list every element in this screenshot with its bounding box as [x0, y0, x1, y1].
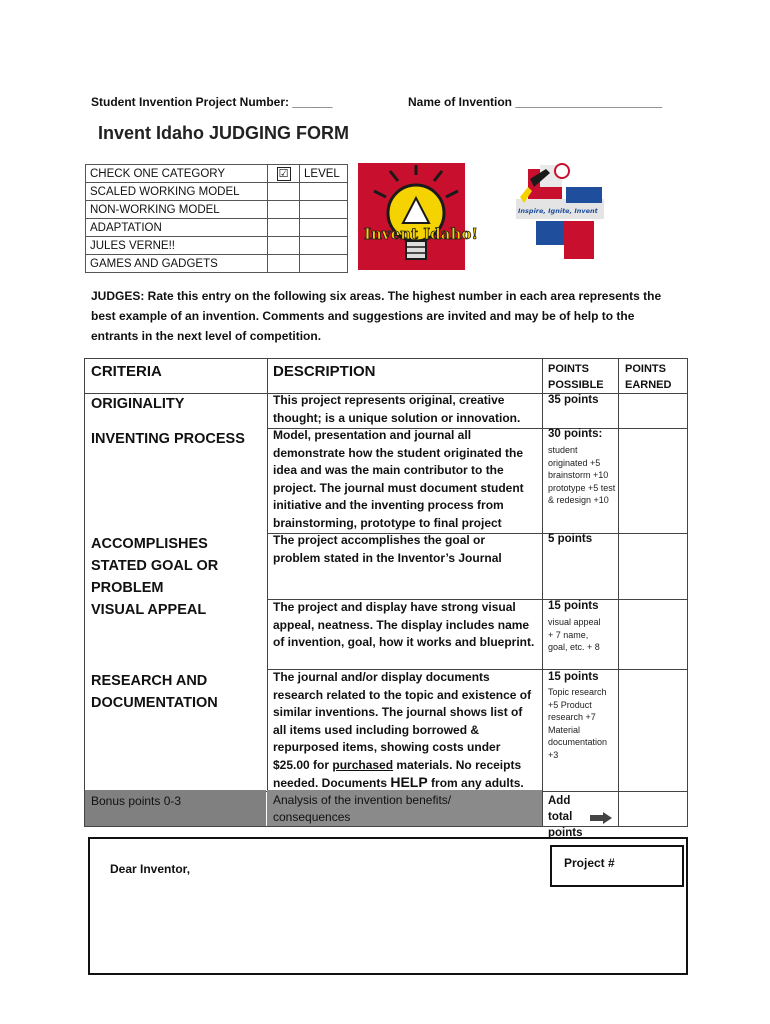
description-accomplishes: The project accomplishes the goal or problem stated in the Inventor’s Journal [273, 533, 502, 565]
description-inventing-process: Model, presentation and journal all demonstrate how the student originated the idea and was the main contributor to the project. The journal must document student initiative and the inventing process from brainstorming, prototype to final project [273, 428, 524, 530]
invent-idaho-logo [358, 163, 478, 270]
points-bonus: Add total points [548, 795, 583, 839]
criteria-originality: ORIGINALITY [91, 396, 185, 412]
description-bonus: Analysis of the invention benefits/ consequences [273, 793, 452, 824]
points-inventing-process: 30 points: [548, 428, 603, 440]
points-visual-appeal: 15 points [548, 600, 599, 612]
arrow-right-icon [590, 811, 612, 829]
points-accomplishes: 5 points [548, 533, 593, 545]
detail-research: Topic research +5 Product research +7 Material documentation +3 [548, 687, 608, 760]
logo-graphic [506, 157, 614, 272]
project-number-label-box: Project # [564, 856, 615, 870]
criteria-accomplishes: ACCOMPLISHES STATED GOAL OR PROBLEM [91, 536, 219, 596]
description-research [273, 669, 535, 793]
purchased-underline: purchased [332, 757, 394, 772]
description-research-part1: The journal and/or display documents research related to the topic and existence of similar inventions. The journal shows list of all items used including borrowed & repurposed items, showing costs under $25.00 for [273, 670, 532, 772]
logo-tagline: Inspire, Ignite, Invent [518, 207, 598, 215]
description-visual-appeal: The project and display have strong visual appeal, neatness. The display includes name of invention, goal, how it works and blueprint. [273, 600, 535, 649]
project-number-label: Student Invention Project Number: ______ [91, 95, 333, 109]
category-row: ADAPTATION [86, 219, 268, 237]
category-check-cell[interactable] [268, 201, 300, 219]
description-header: DESCRIPTION [273, 363, 376, 380]
points-research: 15 points [548, 671, 599, 683]
description-originality: This project represents original, creative thought; is a unique solution or innovation. [273, 393, 521, 425]
category-check-cell[interactable] [268, 237, 300, 255]
category-level-cell[interactable] [300, 201, 348, 219]
checkbox-header [268, 165, 300, 183]
category-header: CHECK ONE CATEGORY [86, 165, 268, 183]
logo-text: Invent Idaho! [364, 225, 478, 243]
detail-visual-appeal: visual appeal + 7 name, goal, etc. + 8 [548, 617, 601, 652]
category-check-cell[interactable] [268, 255, 300, 273]
category-check-cell[interactable] [268, 219, 300, 237]
criteria-header: CRITERIA [91, 363, 162, 380]
description-research-part3: from any adults. [427, 776, 524, 790]
detail-inventing-process: student originated +5 brainstorm +10 prototype +5 test & redesign +10 [548, 445, 616, 505]
invention-name-label: Name of Invention ______________________ [408, 95, 663, 109]
category-row: SCALED WORKING MODEL [86, 183, 268, 201]
points-possible-header: POINTS POSSIBLE [548, 363, 604, 391]
category-check-cell[interactable] [268, 183, 300, 201]
lightbulb-icon [358, 163, 478, 270]
category-level-cell[interactable] [300, 255, 348, 273]
category-row: GAMES AND GADGETS [86, 255, 268, 273]
criteria-research: RESEARCH AND DOCUMENTATION [91, 673, 218, 711]
judges-instructions: JUDGES: Rate this entry on the following six areas. The highest number in each area represents the best example of an invention. Comments and suggestions are invited and may be of help to the entrants in the next level of competition. [91, 289, 662, 343]
level-header: LEVEL [300, 165, 348, 183]
points-earned-header: POINTS EARNED [625, 363, 672, 391]
description-research-part2: materials. No receipts needed. Documents [273, 757, 522, 790]
inspire-ignite-invent-logo [506, 157, 614, 272]
category-level-cell[interactable] [300, 219, 348, 237]
criteria-visual-appeal: VISUAL APPEAL [91, 602, 207, 618]
category-table [85, 164, 348, 273]
category-row: JULES VERNE!! [86, 237, 268, 255]
criteria-inventing-process: INVENTING PROCESS [91, 431, 245, 447]
category-row: NON-WORKING MODEL [86, 201, 268, 219]
page-title: Invent Idaho JUDGING FORM [98, 123, 350, 143]
category-level-cell[interactable] [300, 237, 348, 255]
criteria-bonus: Bonus points 0-3 [91, 794, 182, 808]
category-level-cell[interactable] [300, 183, 348, 201]
points-originality: 35 points [548, 394, 599, 406]
checkbox-icon: ☑ [277, 167, 291, 181]
help-emphasis: HELP [390, 774, 428, 790]
dear-inventor: Dear Inventor, [110, 862, 191, 876]
